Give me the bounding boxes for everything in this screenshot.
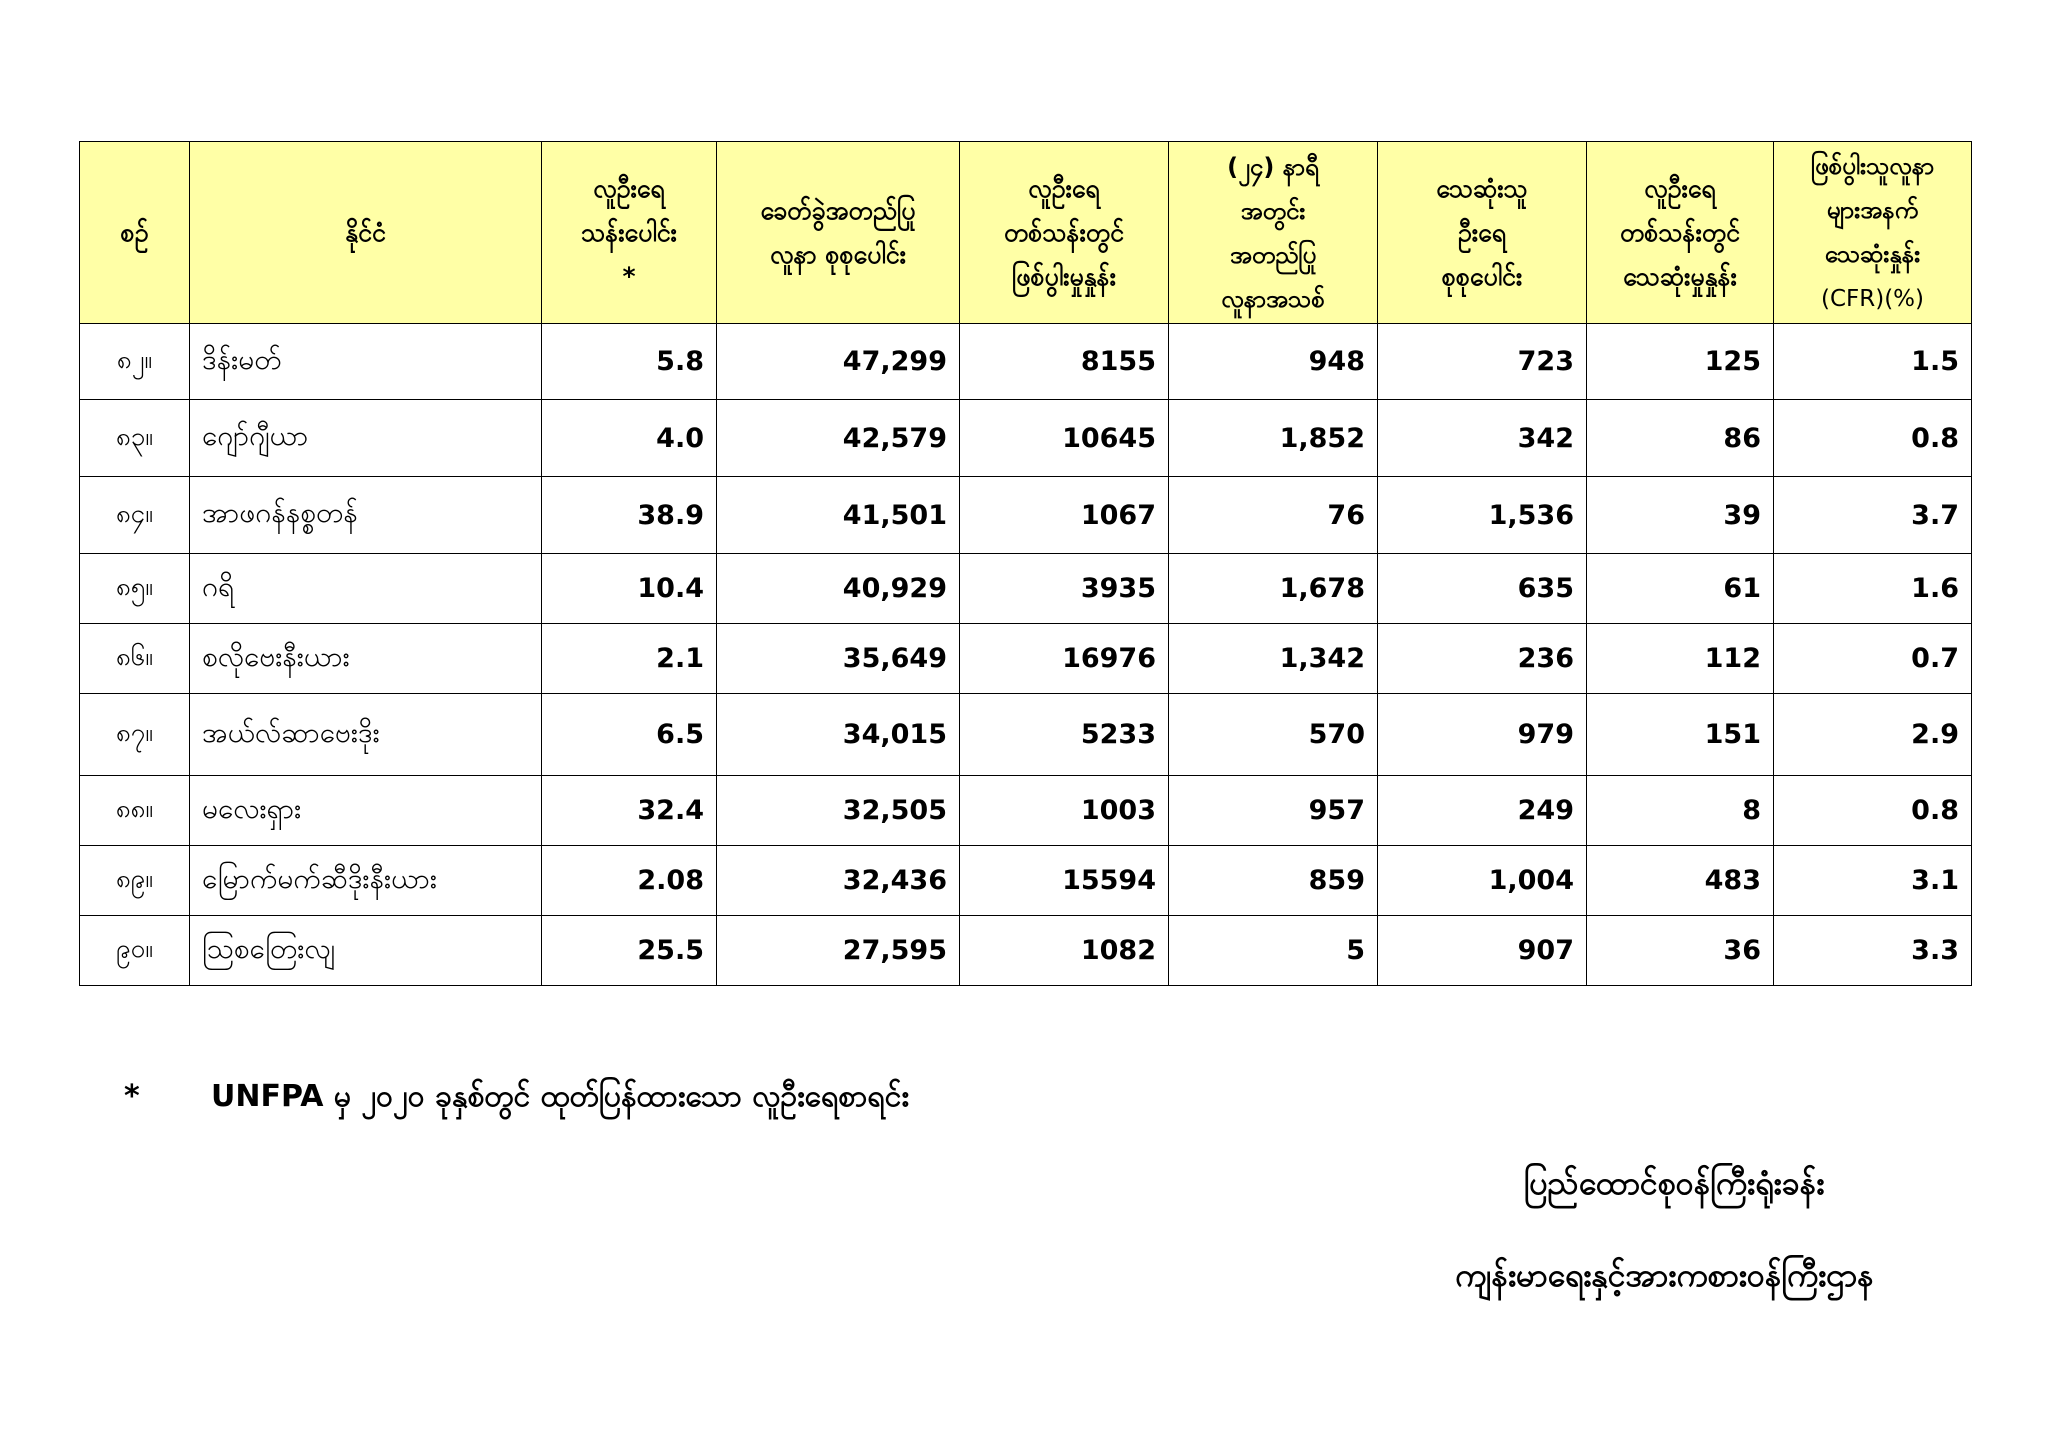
cell-no: ၈၉။ bbox=[80, 846, 190, 916]
cell-total-deaths: 907 bbox=[1378, 916, 1587, 986]
table-row bbox=[80, 624, 1972, 694]
cell-deaths-per-million: 39 bbox=[1587, 477, 1774, 554]
signature-ministry: ကျန်းမာရေးနှင့်အားကစားဝန်ကြီးဌာန bbox=[1455, 1256, 1874, 1294]
covid-stats-table bbox=[79, 141, 1972, 986]
cell-cases-per-million: 10645 bbox=[960, 400, 1169, 477]
cell-new-cases-24h: 1,678 bbox=[1169, 554, 1378, 624]
cell-no: ၉၀။ bbox=[80, 916, 190, 986]
cell-total-deaths: 236 bbox=[1378, 624, 1587, 694]
header-cases-per-million: လူဦးရေ တစ်သန်းတွင် ဖြစ်ပွါးမှုနှုန်း bbox=[960, 142, 1169, 324]
table-row bbox=[80, 324, 1972, 400]
cell-total-deaths: 249 bbox=[1378, 776, 1587, 846]
cell-population: 10.4 bbox=[542, 554, 717, 624]
header-new-cases-24h: (၂၄) နာရီ အတွင်း အတည်ပြု လူနာအသစ် bbox=[1169, 142, 1378, 324]
cell-population: 4.0 bbox=[542, 400, 717, 477]
cell-deaths-per-million: 483 bbox=[1587, 846, 1774, 916]
table-body bbox=[80, 324, 1972, 986]
header-total-deaths: သေဆုံးသူ ဦးရေ စုစုပေါင်း bbox=[1378, 142, 1587, 324]
header-country: နိုင်ငံ bbox=[190, 142, 542, 324]
cell-cases-per-million: 16976 bbox=[960, 624, 1169, 694]
cell-total-cases: 40,929 bbox=[717, 554, 960, 624]
footnote-text: UNFPA မှ ၂၀၂၀ ခုနှစ်တွင် ထုတ်ပြန်ထားသော လူဦးရေစာရင်း bbox=[211, 1079, 909, 1114]
cell-cfr: 1.5 bbox=[1774, 324, 1972, 400]
cell-no: ၈၈။ bbox=[80, 776, 190, 846]
cell-total-deaths: 1,004 bbox=[1378, 846, 1587, 916]
cell-population: 6.5 bbox=[542, 694, 717, 776]
cell-country: ဂရိ bbox=[190, 554, 542, 624]
cell-cfr: 3.1 bbox=[1774, 846, 1972, 916]
signature-office: ပြည်ထောင်စုဝန်ကြီးရုံးခန်း bbox=[1524, 1164, 1825, 1202]
cell-cfr: 0.8 bbox=[1774, 400, 1972, 477]
table-row bbox=[80, 776, 1972, 846]
table-row bbox=[80, 554, 1972, 624]
cell-country: သြစတြေးလျ bbox=[190, 916, 542, 986]
header-total-cases: ခေတ်ခွဲအတည်ပြု လူနာ စုစုပေါင်း bbox=[717, 142, 960, 324]
cell-country: မလေးရှား bbox=[190, 776, 542, 846]
cell-no: ၈၃။ bbox=[80, 400, 190, 477]
header-deaths-per-million: လူဦးရေ တစ်သန်းတွင် သေဆုံးမှုနှုန်း bbox=[1587, 142, 1774, 324]
footnote-marker: * bbox=[124, 1079, 140, 1114]
table-row bbox=[80, 846, 1972, 916]
cell-cfr: 3.3 bbox=[1774, 916, 1972, 986]
cell-no: ၈၇။ bbox=[80, 694, 190, 776]
cell-deaths-per-million: 86 bbox=[1587, 400, 1774, 477]
header-population: လူဦးရေ သန်းပေါင်း * bbox=[542, 142, 717, 324]
table-row bbox=[80, 400, 1972, 477]
cell-cfr: 0.7 bbox=[1774, 624, 1972, 694]
table-header-row bbox=[80, 142, 1972, 324]
cell-cases-per-million: 8155 bbox=[960, 324, 1169, 400]
cell-total-cases: 27,595 bbox=[717, 916, 960, 986]
cell-cases-per-million: 15594 bbox=[960, 846, 1169, 916]
cell-cases-per-million: 1082 bbox=[960, 916, 1169, 986]
cell-no: ၈၄။ bbox=[80, 477, 190, 554]
cell-cases-per-million: 3935 bbox=[960, 554, 1169, 624]
cell-cases-per-million: 5233 bbox=[960, 694, 1169, 776]
cell-deaths-per-million: 125 bbox=[1587, 324, 1774, 400]
cell-country: အာဖဂန်နစ္စတန် bbox=[190, 477, 542, 554]
cell-total-cases: 41,501 bbox=[717, 477, 960, 554]
cell-new-cases-24h: 957 bbox=[1169, 776, 1378, 846]
table-row bbox=[80, 477, 1972, 554]
cell-population: 25.5 bbox=[542, 916, 717, 986]
cell-total-deaths: 723 bbox=[1378, 324, 1587, 400]
header-no: စဉ် bbox=[80, 142, 190, 324]
cell-total-cases: 34,015 bbox=[717, 694, 960, 776]
cell-cfr: 3.7 bbox=[1774, 477, 1972, 554]
cell-new-cases-24h: 948 bbox=[1169, 324, 1378, 400]
cell-country: အယ်လ်ဆာဗေးဒိုး bbox=[190, 694, 542, 776]
cell-deaths-per-million: 112 bbox=[1587, 624, 1774, 694]
table-row bbox=[80, 916, 1972, 986]
cell-no: ၈၅။ bbox=[80, 554, 190, 624]
cell-cases-per-million: 1067 bbox=[960, 477, 1169, 554]
cell-cfr: 0.8 bbox=[1774, 776, 1972, 846]
cell-total-deaths: 1,536 bbox=[1378, 477, 1587, 554]
cell-new-cases-24h: 859 bbox=[1169, 846, 1378, 916]
cell-total-cases: 42,579 bbox=[717, 400, 960, 477]
cell-total-cases: 32,505 bbox=[717, 776, 960, 846]
cell-population: 32.4 bbox=[542, 776, 717, 846]
table-row bbox=[80, 694, 1972, 776]
cell-new-cases-24h: 570 bbox=[1169, 694, 1378, 776]
cell-deaths-per-million: 61 bbox=[1587, 554, 1774, 624]
cell-new-cases-24h: 1,852 bbox=[1169, 400, 1378, 477]
cell-cfr: 2.9 bbox=[1774, 694, 1972, 776]
cell-total-deaths: 342 bbox=[1378, 400, 1587, 477]
cell-total-deaths: 635 bbox=[1378, 554, 1587, 624]
cell-country: မြောက်မက်ဆီဒိုးနီးယား bbox=[190, 846, 542, 916]
cell-new-cases-24h: 76 bbox=[1169, 477, 1378, 554]
cell-cases-per-million: 1003 bbox=[960, 776, 1169, 846]
cell-total-cases: 35,649 bbox=[717, 624, 960, 694]
header-cfr: ဖြစ်ပွါးသူလူနာ များအနက် သေဆုံးနှုန်း (CFR)(%) bbox=[1774, 142, 1972, 324]
cell-no: ၈၂။ bbox=[80, 324, 190, 400]
cell-deaths-per-million: 151 bbox=[1587, 694, 1774, 776]
cell-deaths-per-million: 36 bbox=[1587, 916, 1774, 986]
cell-total-cases: 32,436 bbox=[717, 846, 960, 916]
cell-total-cases: 47,299 bbox=[717, 324, 960, 400]
cell-population: 2.1 bbox=[542, 624, 717, 694]
cell-new-cases-24h: 5 bbox=[1169, 916, 1378, 986]
cell-total-deaths: 979 bbox=[1378, 694, 1587, 776]
cell-population: 38.9 bbox=[542, 477, 717, 554]
footnote bbox=[124, 1076, 909, 1121]
cell-population: 2.08 bbox=[542, 846, 717, 916]
cell-country: ဒိန်းမတ် bbox=[190, 324, 542, 400]
cell-cfr: 1.6 bbox=[1774, 554, 1972, 624]
cell-no: ၈၆။ bbox=[80, 624, 190, 694]
cell-new-cases-24h: 1,342 bbox=[1169, 624, 1378, 694]
cell-country: စလိုဗေးနီးယား bbox=[190, 624, 542, 694]
cell-country: ဂျော်ဂျီယာ bbox=[190, 400, 542, 477]
cell-deaths-per-million: 8 bbox=[1587, 776, 1774, 846]
cell-population: 5.8 bbox=[542, 324, 717, 400]
